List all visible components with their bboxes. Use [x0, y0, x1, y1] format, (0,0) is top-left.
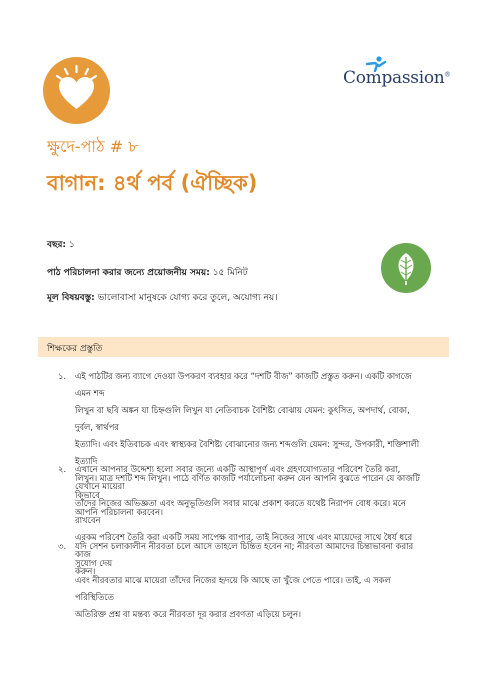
item-number: ২.	[58, 464, 67, 474]
item-line: এই পাঠটির জন্য ব্যাগে দেওয়া উপকরণ ব্যবহার করে “দশটি বীজ” কাজটি প্রস্তুত করুন। একটি কাগজে এমন শব্দ	[75, 371, 412, 398]
duration-label: পাঠ পরিচালনা করার জন্যে প্রয়োজনীয় সময়:	[47, 268, 210, 278]
item-line: এবং নীরবতার মাঝে মায়েরা তাঁদের নিজের হৃদয়ে কি আছে তা খুঁজে পেতে পারে। তাই, এ সকল পরিস্থিতিতে	[75, 575, 391, 602]
item-number: ১.	[58, 371, 67, 381]
leaf-badge	[381, 243, 431, 293]
section-title: শিক্ষকের প্রস্তুতি	[47, 344, 103, 354]
key-point-label: মূল বিষয়বস্তু:	[47, 293, 95, 303]
key-point-row	[47, 290, 277, 305]
item-line: আপনি পরিচালনা করবেন।	[75, 507, 163, 517]
age-value: ১	[68, 240, 75, 250]
item-line: যদি সেশন চলাকালীন নীরবতা চলে আসে তাহলে চিন্তিত হবেন না; নীরবতা আমাদের চিন্তাভাবনা করার সুযোগ দেয়	[75, 541, 414, 568]
key-point-value: ভালোবাসা মানুষকে যোগ্য করে তুলে, অযোগ্য নয়।	[97, 293, 278, 303]
item-line: তাঁদের নিজের অভিজ্ঞতা এবং অনুভূতিগুলি সবার মাঝে প্রকাশ করতে যথেষ্ট নিরাপদ বোধ করে। মনে রাখবেন	[75, 498, 406, 525]
heart-icon	[43, 57, 110, 124]
duration-value: ১৫ মিনিট	[212, 268, 248, 278]
age-label: বছর:	[47, 240, 67, 250]
item-line: এরকম পরিবেশ তৈরি করা একটি সময় সাপেক্ষ ব্যাপার, তাই নিজের সাথে এবং মায়েদের সাথে ধৈর্য ধরে কাজ	[75, 532, 413, 559]
brand-name: Compassion	[343, 68, 445, 88]
age-row	[47, 237, 75, 252]
item-number: ৩.	[58, 541, 67, 551]
item-text	[75, 538, 427, 623]
lesson-number: ক্ষুদে-পাঠ # ৮	[47, 137, 139, 156]
teacher-prep-header	[38, 337, 449, 357]
item-line: লিখুন বা ছবি অঙ্কন যা চিহ্নগুলি লিখুন যা নেতিবাচক বৈশিষ্ট্য বোঝায় যেমন: কুৎসিত, অপদার্থ, বোকা, দুর্বল, স্বার্থপর	[75, 405, 410, 432]
item-line: ইত্যাদি। এবং ইতিবাচক এবং স্বাস্থ্যকর বৈশিষ্ট্য বোঝানোর জন্য শব্দগুলি যেমন: সুন্দর, উপকারী, শক্তিশালী ইত্যাদি	[75, 439, 420, 466]
registered-mark: ®	[444, 71, 451, 79]
heart-logo	[43, 57, 110, 124]
lesson-title: বাগান: ৪র্থ পর্ব (ঐচ্ছিক)	[47, 171, 258, 195]
item-line: লিখুন। মাত্র দশটি শব্দ লিখুন। পাঠে বর্ণিত কাজটি পর্যালোচনা করুন যেন আপনি বুঝতে পারেন যে কাজটি কিভাবে	[75, 473, 420, 500]
item-line: এখানে আপনার উদ্দেশ্য হলো সবার জন্যে একটি আস্থাপূর্ণ এবং গ্রহণযোগ্যতার পরিবেশ তৈরি করা, যেখানে মায়েরা	[75, 464, 401, 491]
item-line: অতিরিক্ত প্রশ্ন বা মন্তব্য করে নীরবতা দূর করার প্রবণতা এড়িয়ে চলুন।	[75, 609, 302, 619]
item-line: করুন।	[75, 566, 96, 576]
compassion-logo	[343, 60, 455, 100]
duration-row	[47, 265, 248, 280]
leaf-icon	[381, 243, 431, 293]
